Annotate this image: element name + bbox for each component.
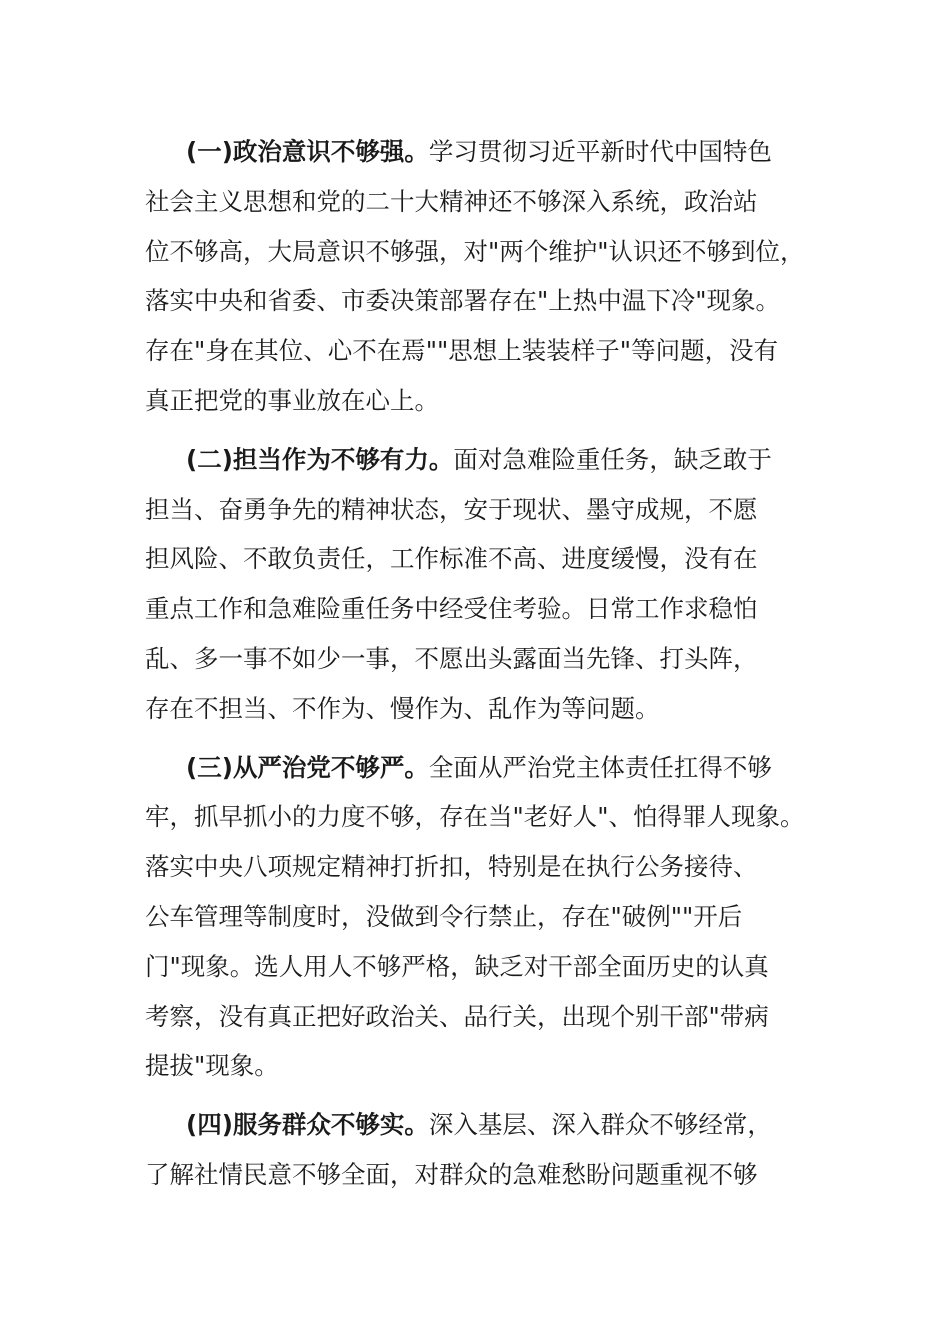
paragraph-line: 门"现象。选人用人不够严格，缺乏对干部全面历史的认真 [145,951,769,981]
paragraph-line: 落实中央八项规定精神打折扣，特别是在执行公务接待、 [145,852,758,882]
paragraph-line [145,127,835,177]
paragraph-text: 全面从严治党主体责任扛得不够 [428,752,772,782]
paragraph-heading: (一)政治意识不够强。 [186,137,429,166]
paragraph-line: 乱、多一事不如少一事，不愿出头露面当先锋、打头阵， [145,643,758,673]
paragraph-line [145,743,835,793]
paragraph-line: 担当、奋勇争先的精神状态，安于现状、墨守成规，不愿 [145,494,758,524]
paragraph-line: 存在"身在其位、心不在焉""思想上装装样子"等问题，没有 [145,336,779,366]
paragraph-strict-governance [145,743,835,1092]
paragraph-political-awareness [145,127,835,426]
paragraph-line [145,435,835,485]
paragraph-line: 公车管理等制度时，没做到令行禁止，存在"破例""开后 [145,901,743,931]
document-page [145,127,835,1209]
paragraph-line: 提拔"现象。 [145,1051,279,1081]
paragraph-heading: (三)从严治党不够严。 [186,752,429,782]
paragraph-heading: (四)服务群众不够实。 [186,1110,429,1140]
paragraph-line: 存在不担当、不作为、慢作为、乱作为等问题。 [145,693,660,723]
paragraph-line: 社会主义思想和党的二十大精神还不够深入系统，政治站 [145,186,758,216]
paragraph-heading: (二)担当作为不够有力。 [186,444,454,474]
paragraph-line: 落实中央和省委、市委决策部署存在"上热中温下冷"现象。 [145,286,781,316]
paragraph-serving-masses [145,1100,835,1200]
paragraph-line: 牢，抓早抓小的力度不够，存在当"老好人"、怕得罪人现象。 [145,802,805,832]
paragraph-text: 深入基层、深入群众不够经常， [428,1110,772,1140]
paragraph-text: 面对急难险重任务，缺乏敢于 [453,444,772,474]
paragraph-line [145,1100,835,1150]
paragraph-text: 学习贯彻习近平新时代中国特色 [428,137,772,166]
paragraph-line: 位不够高，大局意识不够强，对"两个维护"认识还不够到位， [145,236,805,266]
paragraph-line: 担风险、不敢负责任，工作标准不高、进度缓慢，没有在 [145,544,758,574]
paragraph-line: 重点工作和急难险重任务中经受住考验。日常工作求稳怕 [145,594,758,624]
paragraph-line: 考察，没有真正把好政治关、品行关，出现个别干部"带病 [145,1001,769,1031]
paragraph-line: 真正把党的事业放在心上。 [145,385,439,415]
paragraph-line: 了解社情民意不够全面，对群众的急难愁盼问题重视不够 [145,1159,758,1189]
paragraph-responsibility [145,435,835,734]
